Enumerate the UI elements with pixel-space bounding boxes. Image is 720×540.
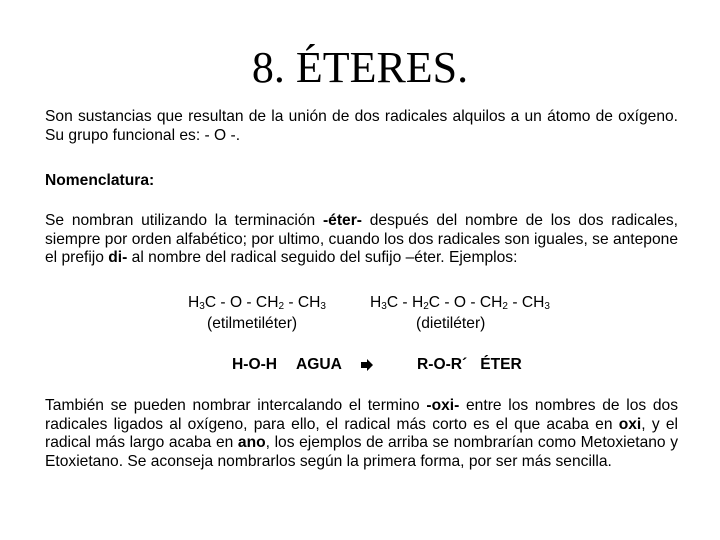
example-1-name: (etilmetiléter)	[207, 315, 298, 332]
oxi-infix: -oxi-	[426, 397, 460, 414]
nomenclature-heading: Nomenclatura:	[45, 172, 155, 189]
ether-label: ÉTER	[480, 356, 522, 373]
nomen-text-e: al nombre del radical seguido del sufijo –éter. Ejemplos:	[127, 249, 518, 267]
water-formula: H-O-H	[232, 356, 278, 373]
nomen-text-a: Se nombran utilizando la terminación	[45, 212, 323, 229]
ether-formula: R-O-R´ ÉTER	[417, 356, 522, 373]
right-arrow-icon	[360, 358, 374, 377]
nomenclature-paragraph	[45, 212, 678, 268]
nomen-prefix: di-	[108, 249, 128, 267]
example-2-formula: $H_3C - H_2C$ - O - $CH_2 - CH_3$	[370, 294, 550, 312]
oxi-ending: oxi	[618, 415, 642, 433]
nomen-text-c: después del nombre de los dos radicales, siempre por orden alfabético; por ultimo, cuando los dos radicales son iguales, se antepone el prefijo	[45, 212, 679, 267]
intro-paragraph: Son sustancias que resultan de la unión de dos radicales alquilos a un átomo de oxígeno. Su grupo funcional es: - O -.	[45, 108, 678, 144]
example-1-formula: $H_3C$ - O - $CH_2 - CH_3$	[188, 294, 326, 312]
nomen-suffix: -éter-	[322, 212, 362, 229]
page-title: 8. ÉTERES.	[251, 43, 469, 92]
alternative-paragraph: También se pueden nombrar intercalando el termino -oxi- entre los nombres de los dos radicales ligados al oxígeno, para ello, el radical más corto es el que acaba en oxi, y el radical más largo acaba en ano, los ejemplos de arriba se nombrarían como Metoxietano y Etoxietano. Se aconseja nombrarlos según la primera forma, por ser más sencilla.	[45, 397, 679, 470]
example-2-name: (dietiléter)	[416, 315, 486, 332]
water-label: AGUA	[296, 356, 342, 373]
ano-ending: ano	[237, 434, 266, 452]
